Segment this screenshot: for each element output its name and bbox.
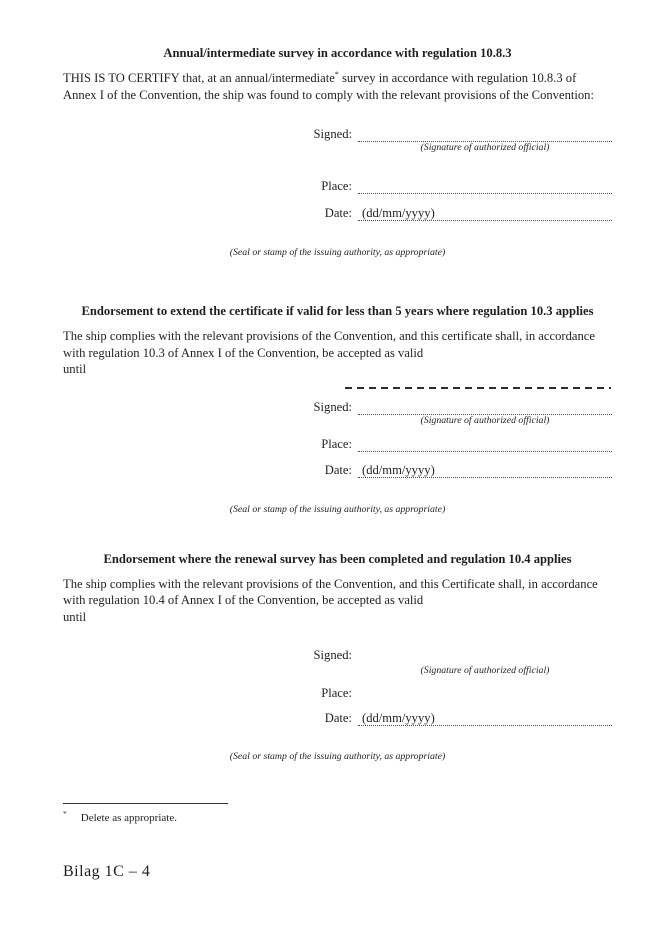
footnote-marker: * xyxy=(63,809,67,818)
signed-label: Signed: xyxy=(313,399,352,414)
section-survey-body xyxy=(63,70,612,103)
signed-line[interactable] xyxy=(358,400,612,415)
signed-row xyxy=(63,648,612,663)
renewal-body-until: until xyxy=(63,609,87,624)
date-row xyxy=(63,711,612,726)
section-renewal-title: Endorsement where the renewal survey has been completed and regulation 10.4 applies xyxy=(103,551,572,566)
place-label: Place: xyxy=(321,436,352,451)
place-label: Place: xyxy=(321,179,352,193)
signed-label: Signed: xyxy=(313,648,352,662)
date-label: Date: xyxy=(324,711,352,725)
until-date-dashed-line[interactable] xyxy=(345,387,611,389)
date-format-hint: (dd/mm/yyyy) xyxy=(362,462,435,477)
signed-line[interactable] xyxy=(358,127,612,142)
signature-caption: (Signature of authorized official) xyxy=(420,665,550,676)
signed-row xyxy=(63,127,612,142)
place-label: Place: xyxy=(321,686,352,700)
section-extension-title: Endorsement to extend the certificate if valid for less than 5 years where regulation 10.3 applies xyxy=(81,304,594,318)
page-footer: Bilag 1C – 4 xyxy=(63,862,151,880)
date-line[interactable] xyxy=(358,206,612,221)
extension-body-main: The ship complies with the relevant provisions of the Convention, and this certificate shall, in accordance with regulation 10.3 of Annex I of the Convention, be accepted as valid xyxy=(63,329,595,360)
signed-row xyxy=(63,400,612,415)
section-survey-title: Annual/intermediate survey in accordance with regulation 10.8.3 xyxy=(163,46,512,60)
signature-caption: (Signature of authorized official) xyxy=(420,142,550,153)
extension-body-until: until xyxy=(63,362,87,376)
date-line[interactable] xyxy=(358,463,612,478)
place-line[interactable] xyxy=(358,686,612,701)
seal-caption: (Seal or stamp of the issuing authority, as appropriate) xyxy=(229,751,446,762)
signature-caption: (Signature of authorized official) xyxy=(420,414,550,426)
seal-caption: (Seal or stamp of the issuing authority, as appropriate) xyxy=(229,247,446,258)
section-extension-body xyxy=(63,328,612,378)
place-line[interactable] xyxy=(358,437,612,452)
renewal-body-main: The ship complies with the relevant provisions of the Convention, and this Certificate shall, in accordance with regulation 10.4 of Annex I of the Convention, be accepted as valid xyxy=(63,576,598,607)
survey-body-start: THIS IS TO CERTIFY that, at an annual/intermediate xyxy=(63,71,335,85)
document-content xyxy=(63,46,612,881)
place-row xyxy=(63,437,612,452)
footnote-text: Delete as appropriate. xyxy=(80,811,177,824)
signed-line[interactable] xyxy=(358,648,612,663)
place-row xyxy=(63,179,612,194)
date-label: Date: xyxy=(324,206,352,220)
date-label: Date: xyxy=(324,462,352,477)
seal-caption: (Seal or stamp of the issuing authority, as appropriate) xyxy=(229,503,446,515)
survey-body-end: survey in accordance with regulation 10.8.3 of Annex I of the Convention, the ship was found to comply with the relevant provisions of the Convention: xyxy=(63,71,594,102)
footnote-separator xyxy=(63,803,228,804)
date-line[interactable] xyxy=(358,711,612,726)
date-format-hint: (dd/mm/yyyy) xyxy=(362,206,435,220)
place-line[interactable] xyxy=(358,179,612,194)
section-renewal-body xyxy=(63,576,612,626)
date-row xyxy=(63,463,612,478)
date-format-hint: (dd/mm/yyyy) xyxy=(362,711,435,725)
place-row xyxy=(63,686,612,701)
footnote-reference: * xyxy=(334,69,339,79)
signed-label: Signed: xyxy=(313,127,352,141)
footnote xyxy=(63,807,612,825)
date-row xyxy=(63,206,612,221)
